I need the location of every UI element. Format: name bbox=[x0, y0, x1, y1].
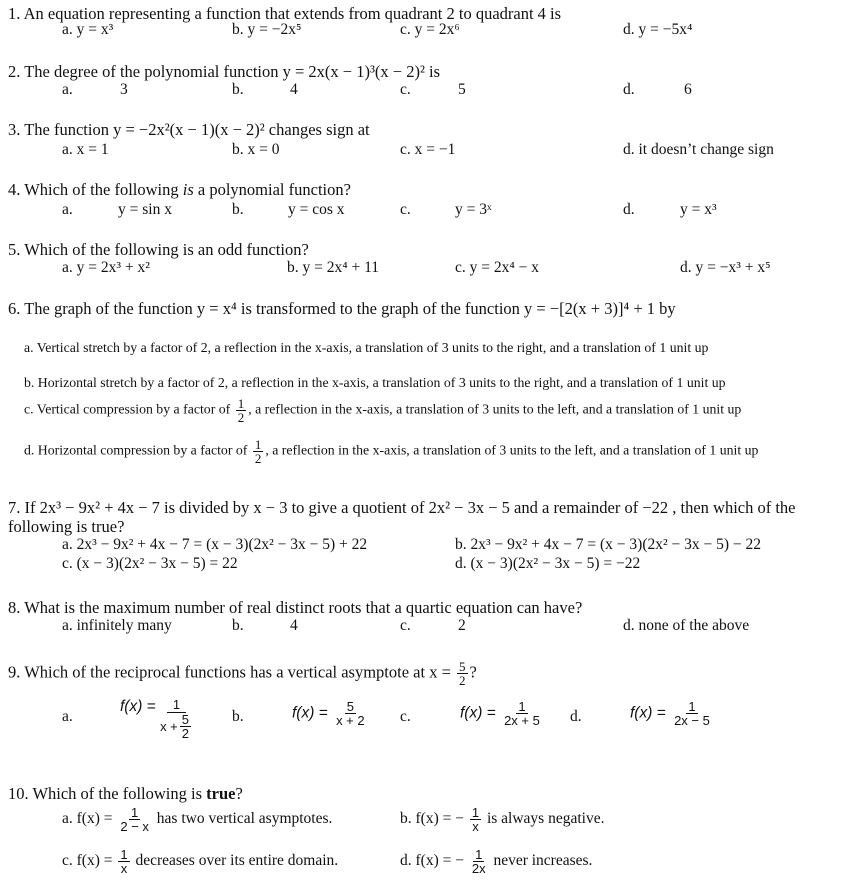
q5-option-d[interactable]: d. y = −x³ + x⁵ bbox=[680, 259, 771, 276]
q9-option-b[interactable]: f(x) = $\frac{5}{x + 2}$ bbox=[292, 699, 365, 728]
q8-option-a[interactable]: a. infinitely many bbox=[62, 617, 172, 634]
q8-option-d[interactable]: d. none of the above bbox=[623, 617, 750, 634]
q7-option-d[interactable]: d. (x − 3)(2x² − 3x − 5) = −22 bbox=[455, 555, 641, 572]
question-7-stem: 7. If 2x³ − 9x² + 4x − 7 is divided by x − 3 to give a quotient of 2x² − 3x − 5 and a remainder of −22 , then which of the following is true? bbox=[8, 498, 796, 536]
question-5-stem: 5. Which of the following is an odd function? bbox=[8, 240, 309, 259]
q6-option-c[interactable] bbox=[24, 397, 741, 424]
q7-option-a[interactable]: a. 2x³ − 9x² + 4x − 7 = (x − 3)(2x² − 3x − 5) + 22 bbox=[62, 536, 368, 553]
q9-option-d-label: d. bbox=[570, 708, 582, 725]
q9-stem-pre: 9. Which of the reciprocal functions has a vertical asymptote at x = bbox=[8, 662, 451, 682]
q4-option-d-label: d. bbox=[623, 201, 635, 218]
q8-option-b[interactable]: 4 bbox=[290, 617, 298, 634]
question-9-stem bbox=[8, 660, 477, 687]
question-8-stem: 8. What is the maximum number of real distinct roots that a quartic equation can have? bbox=[8, 598, 583, 617]
q6-option-a[interactable]: a. Vertical stretch by a factor of 2, a reflection in the x-axis, a translation of 3 units to the right, and a translation of 1 unit up bbox=[24, 340, 709, 355]
q9-option-c-label: c. bbox=[400, 708, 411, 725]
q9-stem-post: ? bbox=[469, 662, 477, 682]
q2-option-b[interactable]: 4 bbox=[290, 81, 298, 98]
q3-option-c[interactable]: c. x = −1 bbox=[400, 141, 456, 158]
q2-option-c[interactable]: 5 bbox=[458, 81, 466, 98]
q2-option-a-label: a. bbox=[62, 81, 73, 98]
q8-option-c-label: c. bbox=[400, 617, 411, 634]
q8-option-b-label: b. bbox=[232, 617, 244, 634]
question-9-options bbox=[0, 698, 868, 758]
q2-option-d-label: d. bbox=[623, 81, 635, 98]
q10-option-c[interactable]: c. f(x) = $\frac{1}{x}$ decreases over its entire domain. bbox=[62, 847, 339, 876]
q4-option-d[interactable]: y = x³ bbox=[680, 201, 717, 218]
q6-option-c-fraction: $\frac{1}{2}$ bbox=[237, 396, 245, 425]
q5-option-a[interactable]: a. y = 2x³ + x² bbox=[62, 259, 150, 276]
q4-option-c-label: c. bbox=[400, 201, 411, 218]
q9-option-d[interactable]: f(x) = $\frac{1}{2x - 5}$ bbox=[630, 699, 710, 728]
q10-option-a[interactable]: a. f(x) = $\frac{1}{2 - x}$ has two vertical asymptotes. bbox=[62, 805, 333, 834]
question-6-stem: 6. The graph of the function y = x⁴ is transformed to the graph of the function y = −[2(x + 3)]⁴ + 1 by bbox=[8, 299, 676, 318]
q2-option-c-label: c. bbox=[400, 81, 411, 98]
q9-stem-fraction: $\frac{5}{2}$ bbox=[459, 659, 466, 688]
q6-option-d[interactable] bbox=[24, 438, 758, 465]
q10-stem-bold: true bbox=[206, 784, 236, 803]
q3-option-a[interactable]: a. x = 1 bbox=[62, 141, 109, 158]
q1-option-d[interactable]: d. y = −5x⁴ bbox=[623, 21, 693, 38]
q9-option-a[interactable]: f(x) = 1 x + $\frac{5}{2}$ bbox=[120, 697, 190, 741]
q7-option-b[interactable]: b. 2x³ − 9x² + 4x − 7 = (x − 3)(2x² − 3x − 5) − 22 bbox=[455, 536, 762, 553]
q10-stem-pre: 10. Which of the following is bbox=[8, 784, 207, 803]
q6-option-d-post: , a reflection in the x-axis, a translation of 3 units to the left, and a translation of 1 unit up bbox=[265, 442, 759, 458]
q8-option-c[interactable]: 2 bbox=[458, 617, 466, 634]
q4-option-c[interactable]: y = 3ˣ bbox=[455, 201, 492, 218]
q9-option-c[interactable]: f(x) = $\frac{1}{2x + 5}$ bbox=[460, 699, 540, 728]
q6-option-b[interactable]: b. Horizontal stretch by a factor of 2, a reflection in the x-axis, a translation of 3 units to the right, and a translation of 1 unit up bbox=[24, 375, 726, 390]
q6-option-c-post: , a reflection in the x-axis, a translation of 3 units to the left, and a translation of 1 unit up bbox=[248, 401, 742, 417]
q4-option-b-label: b. bbox=[232, 201, 244, 218]
q4-stem-pre: 4. Which of the following bbox=[8, 180, 183, 199]
q9-option-a-label: a. bbox=[62, 708, 73, 725]
question-3-stem: 3. The function y = −2x²(x − 1)(x − 2)² changes sign at bbox=[8, 120, 370, 139]
q7-option-c[interactable]: c. (x − 3)(2x² − 3x − 5) = 22 bbox=[62, 555, 238, 572]
q6-option-d-pre: d. Horizontal compression by a factor of bbox=[24, 442, 248, 458]
q10-option-d[interactable]: d. f(x) = − $\frac{1}{2x}$ never increases. bbox=[400, 847, 593, 876]
q3-option-d[interactable]: d. it doesn’t change sign bbox=[623, 141, 774, 158]
q5-option-b[interactable]: b. y = 2x⁴ + 11 bbox=[287, 259, 380, 276]
q3-option-b[interactable]: b. x = 0 bbox=[232, 141, 280, 158]
q4-option-a-label: a. bbox=[62, 201, 73, 218]
q10-option-b[interactable]: b. f(x) = − $\frac{1}{x}$ is always negative. bbox=[400, 805, 605, 834]
q10-stem-post: ? bbox=[235, 784, 243, 803]
q1-option-b[interactable]: b. y = −2x⁵ bbox=[232, 21, 302, 38]
q6-option-c-pre: c. Vertical compression by a factor of bbox=[24, 401, 231, 417]
q4-option-b[interactable]: y = cos x bbox=[288, 201, 345, 218]
q2-option-a[interactable]: 3 bbox=[120, 81, 128, 98]
q4-stem-emphasis: is bbox=[182, 180, 194, 199]
q1-option-c[interactable]: c. y = 2x⁶ bbox=[400, 21, 460, 38]
question-10-stem bbox=[8, 784, 243, 803]
q4-stem-post: a polynomial function? bbox=[193, 180, 351, 199]
q5-option-c[interactable]: c. y = 2x⁴ − x bbox=[455, 259, 540, 276]
q2-option-d[interactable]: 6 bbox=[684, 81, 692, 98]
question-4-stem bbox=[8, 180, 351, 199]
q1-option-a[interactable]: a. y = x³ bbox=[62, 21, 114, 38]
question-2-stem: 2. The degree of the polynomial function y = 2x(x − 1)³(x − 2)² is bbox=[8, 62, 441, 81]
q6-option-d-fraction: $\frac{1}{2}$ bbox=[254, 437, 262, 466]
q2-option-b-label: b. bbox=[232, 81, 244, 98]
q4-option-a[interactable]: y = sin x bbox=[118, 201, 172, 218]
q9-option-b-label: b. bbox=[232, 708, 244, 725]
question-1-stem: 1. An equation representing a function that extends from quadrant 2 to quadrant 4 is bbox=[8, 4, 562, 23]
